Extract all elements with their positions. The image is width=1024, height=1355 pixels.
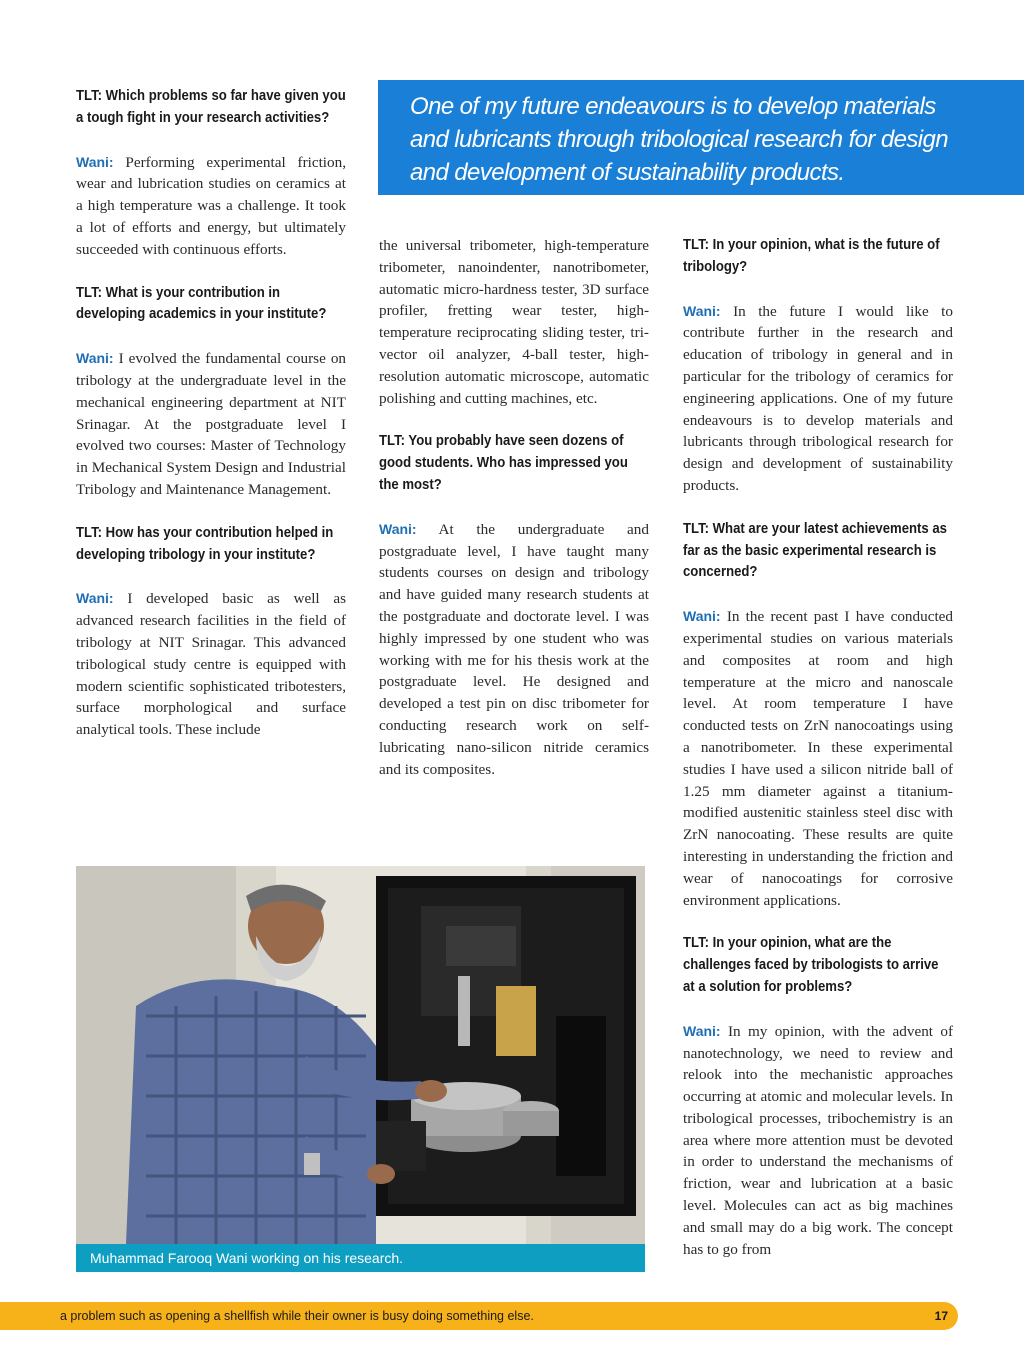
column-3 xyxy=(683,235,953,1282)
tribometer-photo-illustration xyxy=(76,866,645,1244)
speaker-label: Wani: xyxy=(683,302,721,319)
answer-7: Wani: In my opinion, with the advent of nanotechnology, we need to review and relook into the mechanistic approaches occurring at atomic and molecular levels. In tribological processes, tribochemistry is an area where more attention must be devoted in order to understand the mechanisms of friction, wear and lubrication at a basic level. Molecules can act as big machines and small may do a big work. The concept has to go from xyxy=(683,1022,954,1258)
answer-3-continued: the universal tribometer, high-temperature tribometer, nanoindenter, nanotribometer, automatic micro-hardness tester, 3D surface profiler, fretting wear tester, high-temperature reciprocating sliding tester, tri-vector oil analyzer, 4-ball tester, high-resolution automatic microscope, automatic polishing and cutting machines, etc. xyxy=(379,237,649,407)
speaker-label: Wani: xyxy=(76,350,114,367)
photo-caption: Muhammad Farooq Wani working on his research. xyxy=(76,1244,645,1272)
question-1: TLT: Which problems so far have given you a tough fight in your research activities? xyxy=(76,88,346,126)
column-1 xyxy=(76,86,346,763)
question-2: TLT: What is your contribution in developing academics in your institute? xyxy=(76,284,327,323)
pull-quote xyxy=(378,80,1024,195)
question-3: TLT: How has your contribution helped in developing tribology in your institute? xyxy=(76,524,334,563)
footer-text: a problem such as opening a shellfish while their owner is busy doing something else. xyxy=(60,1309,534,1323)
question-4: TLT: You probably have seen dozens of good students. Who has impressed you the most? xyxy=(379,433,628,493)
speaker-label: Wani: xyxy=(683,1022,721,1039)
answer-1: Wani: Performing experimental friction, wear and lubrication studies on ceramics at a high temperature was a challenge. It took a lot of efforts and energy, but ultimately succeeded with continuous efforts. xyxy=(76,153,347,258)
research-photo xyxy=(76,866,645,1244)
speaker-label: Wani: xyxy=(379,520,417,537)
speaker-label: Wani: xyxy=(76,153,114,170)
answer-5: Wani: In the future I would like to contribute further in the research and education of tribology in general and in particular for the tribology of ceramics for engineering applications. One of my future endeavours is to develop materials and lubricants through tribological research for design and development of sustainability products. xyxy=(683,302,953,494)
answer-3: Wani: I developed basic as well as advanced research facilities in the field of tribology at NIT Srinagar. This advanced tribological study centre is equipped with modern scientific sophisticated tribotesters, surface morphological and surface analytical tools. These include xyxy=(76,590,347,739)
page-number: 17 xyxy=(934,1309,948,1323)
answer-6: Wani: In the recent past I have conducted experimental studies on various materials and composites at room and high temperature at the micro and nanoscale level. At room temperature I have conducted tests on ZrN nanocoatings using a nanotribometer. In these experimental studies I have used a silicon nitride ball of 1.25 mm diameter against a titanium-modified austenitic stainless steel disc with ZrN nanocoating. These results are quite interesting in understanding the friction and wear of nanocoatings for corrosive environment applications. xyxy=(683,608,954,909)
speaker-label: Wani: xyxy=(76,590,114,607)
question-5: TLT: In your opinion, what is the future of tribology? xyxy=(683,237,940,275)
answer-4: Wani: At the undergraduate and postgraduate level, I have taught many students courses on design and tribology and have guided many research students at the postgraduate and doctorate level. I was highly impressed by one student who was working with me for his thesis work at the postgraduate level. He designed and developed a test pin on disc tribometer for conducting research work on self-lubricating nano-silicon nitride ceramics and its composites. xyxy=(379,520,649,778)
footer-bar xyxy=(0,1302,958,1330)
column-2 xyxy=(379,235,649,802)
question-6: TLT: What are your latest achievements as far as the basic experimental research is concerned? xyxy=(683,520,947,581)
answer-2: Wani: I evolved the fundamental course on tribology at the undergraduate level in the mechanical engineering department at NIT Srinagar. At the postgraduate level I evolved two courses: Master of Technology in Mechanical System Design and Industrial Tribology and Maintenance Management. xyxy=(76,350,347,498)
speaker-label: Wani: xyxy=(683,608,721,625)
question-7: TLT: In your opinion, what are the challenges faced by tribologists to arrive at a solution for problems? xyxy=(683,935,939,995)
pull-quote-text: One of my future endeavours is to develop materials and lubricants through tribological research for design and development of sustainability products. xyxy=(410,93,948,186)
